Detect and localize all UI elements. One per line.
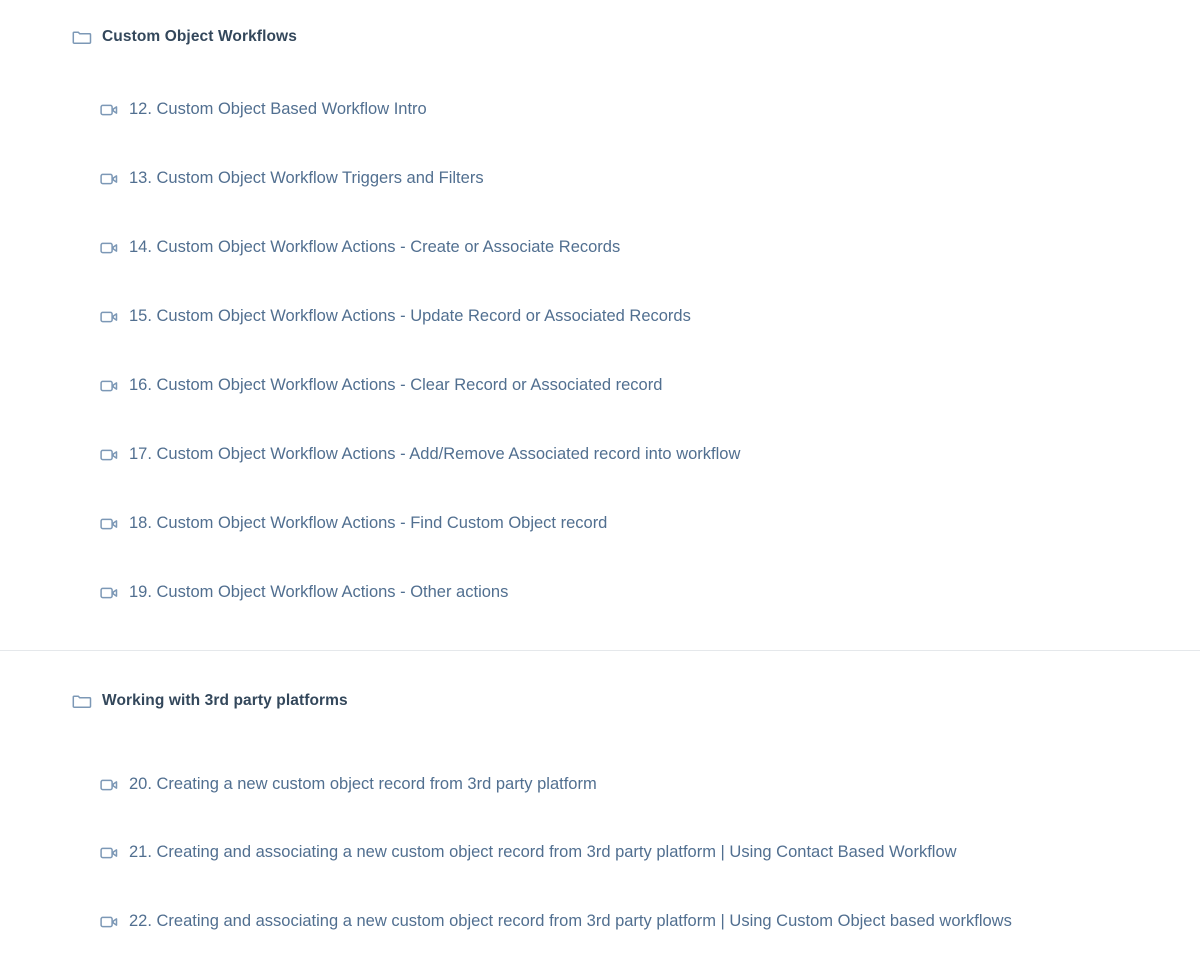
lesson-label: 17. Custom Object Workflow Actions - Add/Remove Associated record into workflow <box>129 444 741 463</box>
list-item[interactable] <box>0 557 1200 626</box>
lesson-label: 19. Custom Object Workflow Actions - Other actions <box>129 582 509 601</box>
list-item[interactable] <box>0 143 1200 212</box>
list-item[interactable] <box>0 751 1200 817</box>
lesson-label: 16. Custom Object Workflow Actions - Clear Record or Associated record <box>129 375 663 394</box>
list-item[interactable] <box>0 74 1200 143</box>
section-title: Custom Object Workflows <box>102 28 297 45</box>
video-camera-icon <box>100 913 118 931</box>
lesson-label: 21. Creating and associating a new custom object record from 3rd party platform | Using Contact Based Workflow <box>129 842 957 861</box>
course-section <box>0 650 1200 977</box>
folder-icon <box>72 27 92 47</box>
lesson-label: 20. Creating a new custom object record from 3rd party platform <box>129 775 597 793</box>
folder-icon <box>72 691 92 711</box>
lesson-label: 12. Custom Object Based Workflow Intro <box>129 99 427 118</box>
video-camera-icon <box>100 584 118 602</box>
video-camera-icon <box>100 776 118 794</box>
lesson-label: 22. Creating and associating a new custom object record from 3rd party platform | Using Custom Object based workflows <box>129 911 1012 930</box>
list-item[interactable] <box>0 212 1200 281</box>
video-camera-icon <box>100 101 118 119</box>
video-camera-icon <box>100 377 118 395</box>
section-title: Working with 3rd party platforms <box>102 692 348 709</box>
video-camera-icon <box>100 308 118 326</box>
lesson-label: 14. Custom Object Workflow Actions - Create or Associate Records <box>129 237 621 256</box>
list-item[interactable] <box>0 281 1200 350</box>
video-camera-icon <box>100 170 118 188</box>
section-header-0[interactable] <box>0 0 1200 74</box>
video-camera-icon <box>100 446 118 464</box>
list-item[interactable] <box>0 886 1200 955</box>
lesson-label: 15. Custom Object Workflow Actions - Update Record or Associated Records <box>129 306 691 325</box>
section-header-1[interactable] <box>0 651 1200 751</box>
list-item[interactable] <box>0 817 1200 886</box>
lesson-list <box>0 751 1200 977</box>
list-item[interactable] <box>0 419 1200 488</box>
lesson-list <box>0 74 1200 650</box>
list-item[interactable] <box>0 350 1200 419</box>
lesson-label: 18. Custom Object Workflow Actions - Find Custom Object record <box>129 513 608 532</box>
video-camera-icon <box>100 844 118 862</box>
video-camera-icon <box>100 515 118 533</box>
video-camera-icon <box>100 239 118 257</box>
list-item[interactable] <box>0 488 1200 557</box>
lesson-label: 13. Custom Object Workflow Triggers and Filters <box>129 168 484 187</box>
